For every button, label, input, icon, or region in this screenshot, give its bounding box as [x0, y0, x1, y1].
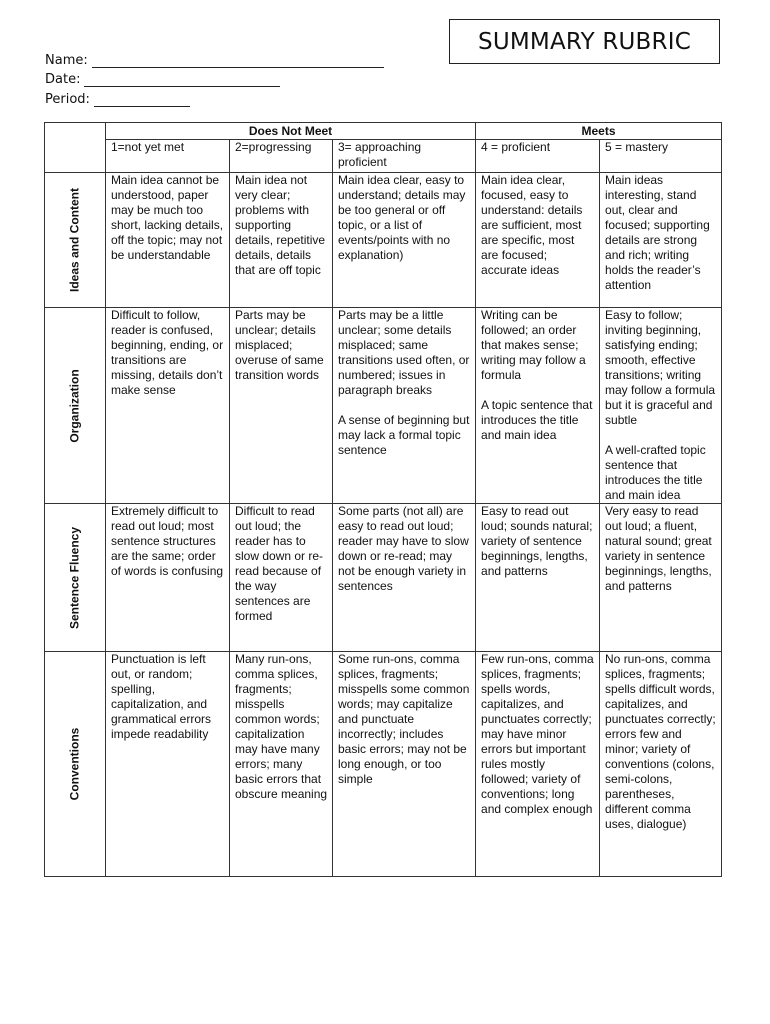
does-not-meet-header: Does Not Meet [106, 123, 476, 140]
rubric-cell [333, 308, 476, 504]
row-header-label: Organization [67, 368, 82, 443]
row-header [45, 504, 106, 652]
cell-text: Main idea not very clear; problems with supporting details, repetitive details, details that are off topic [235, 173, 326, 277]
rubric-row-conventions [45, 652, 722, 877]
cell-text: Main idea clear, easy to understand; details may be too general or off topic, or a list of events/points with no explanation) [338, 173, 466, 262]
period-label: Period: [45, 91, 90, 107]
row-header [45, 652, 106, 877]
level-header: 4 = proficient [476, 140, 600, 173]
rubric-cell [600, 308, 722, 504]
cell-text: Parts may be a little unclear; some details misplaced; same transitions used often, or numbered; issues in paragraph breaks [338, 308, 470, 397]
rubric-cell [230, 308, 333, 504]
cell-text: Easy to read out loud; sounds natural; variety of sentence beginnings, lengths, and patterns [481, 504, 593, 578]
row-header-label: Conventions [67, 727, 82, 801]
cell-text: Punctuation is left out, or random; spelling, capitalization, and grammatical errors impede readability [111, 652, 212, 741]
cell-text: Difficult to read out loud; the reader has to slow down or re-read because of the way sentences are formed [235, 504, 324, 623]
cell-text: Some parts (not all) are easy to read out loud; reader may have to slow down or re-read; may not be enough variety in sentences [338, 504, 469, 593]
rubric-table [44, 122, 722, 877]
cell-text: A topic sentence that introduces the title and main idea [481, 398, 593, 442]
rubric-cell [106, 652, 230, 877]
rubric-cell [333, 504, 476, 652]
rubric-cell [476, 652, 600, 877]
cell-text: Parts may be unclear; details misplaced; overuse of same transition words [235, 308, 324, 382]
date-line[interactable] [84, 74, 280, 87]
row-header-label: Sentence Fluency [67, 526, 82, 629]
rubric-row-ideas-and-content [45, 173, 722, 308]
rubric-cell [600, 173, 722, 308]
cell-text: Some run-ons, comma splices, fragments; misspells some common words; may capitalize and punctuate incorrectly; includes basic errors; may not be long enough, or too simple [338, 652, 470, 786]
meets-header: Meets [476, 123, 722, 140]
level-header: 1=not yet met [106, 140, 230, 173]
rubric-cell [106, 308, 230, 504]
name-line[interactable] [92, 55, 384, 68]
cell-text: Difficult to follow, reader is confused, beginning, ending, or transitions are missing, details don’t make sense [111, 308, 224, 397]
cell-text: Easy to follow; inviting beginning, satisfying ending; smooth, effective transitions; writing may follow a formula but it is graceful and subtle [605, 308, 716, 427]
cell-text: Many run-ons, comma splices, fragments; misspells common words; capitalization may have many errors; many basic errors that obscure meaning [235, 652, 328, 801]
cell-text: Main idea cannot be understood, paper may be much too short, lacking details, off the topic; may not be understandable [111, 173, 224, 262]
rubric-cell [230, 652, 333, 877]
cell-text: A sense of beginning but may lack a formal topic sentence [338, 413, 470, 457]
period-field[interactable] [45, 87, 384, 107]
cell-text: Writing can be followed; an order that makes sense; writing may follow a formula [481, 308, 586, 382]
rubric-row-sentence-fluency [45, 504, 722, 652]
period-line[interactable] [94, 94, 190, 107]
rubric-cell [333, 173, 476, 308]
level-header: 2=progressing [230, 140, 333, 173]
cell-text: Main ideas interesting, stand out, clear and focused; supporting details are strong and rich; writing holds the reader’s attention [605, 173, 710, 292]
corner-cell [45, 123, 106, 173]
rubric-cell [333, 652, 476, 877]
row-header [45, 173, 106, 308]
rubric-cell [106, 173, 230, 308]
date-label: Date: [45, 72, 81, 87]
level-header: 3= approaching proficient [333, 140, 476, 173]
row-header-label: Ideas and Content [67, 187, 82, 293]
rubric-cell [106, 504, 230, 652]
rubric-cell [476, 308, 600, 504]
cell-text: No run-ons, comma splices, fragments; spells difficult words, capitalizes, and punctuates correctly; errors few and minor; variety of conventions (colons, semi-colons, parentheses, different comma uses, dialogue) [605, 652, 716, 831]
name-label: Name: [45, 52, 88, 68]
cell-text: Extremely difficult to read out loud; most sentence structures are the same; order of words is confusing [111, 504, 224, 578]
rubric-cell [230, 173, 333, 308]
group-header-row [45, 123, 722, 140]
rubric-cell [600, 652, 722, 877]
date-field[interactable] [45, 68, 384, 88]
cell-text: Main idea clear, focused, easy to understand: details are sufficient, most are specific, most are focused; accurate ideas [481, 173, 583, 277]
rubric-cell [230, 504, 333, 652]
student-info-fields [45, 48, 384, 107]
cell-text: Very easy to read out loud; a fluent, natural sound; great variety in sentence beginnings, lengths, and patterns [605, 504, 712, 593]
rubric-cell [476, 173, 600, 308]
row-header [45, 308, 106, 504]
cell-text: Few run-ons, comma splices, fragments; spells words, capitalizes, and punctuates correctly; may have minor errors but important rules mostly followed; variety of conventions; long and complex enough [481, 652, 594, 816]
level-header-row [45, 140, 722, 173]
level-header: 5 = mastery [600, 140, 722, 173]
rubric-cell [476, 504, 600, 652]
name-field[interactable] [45, 48, 384, 68]
cell-text: A well-crafted topic sentence that introduces the title and main idea [605, 443, 706, 502]
rubric-cell [600, 504, 722, 652]
rubric-row-organization [45, 308, 722, 504]
rubric-title: SUMMARY RUBRIC [449, 19, 720, 64]
